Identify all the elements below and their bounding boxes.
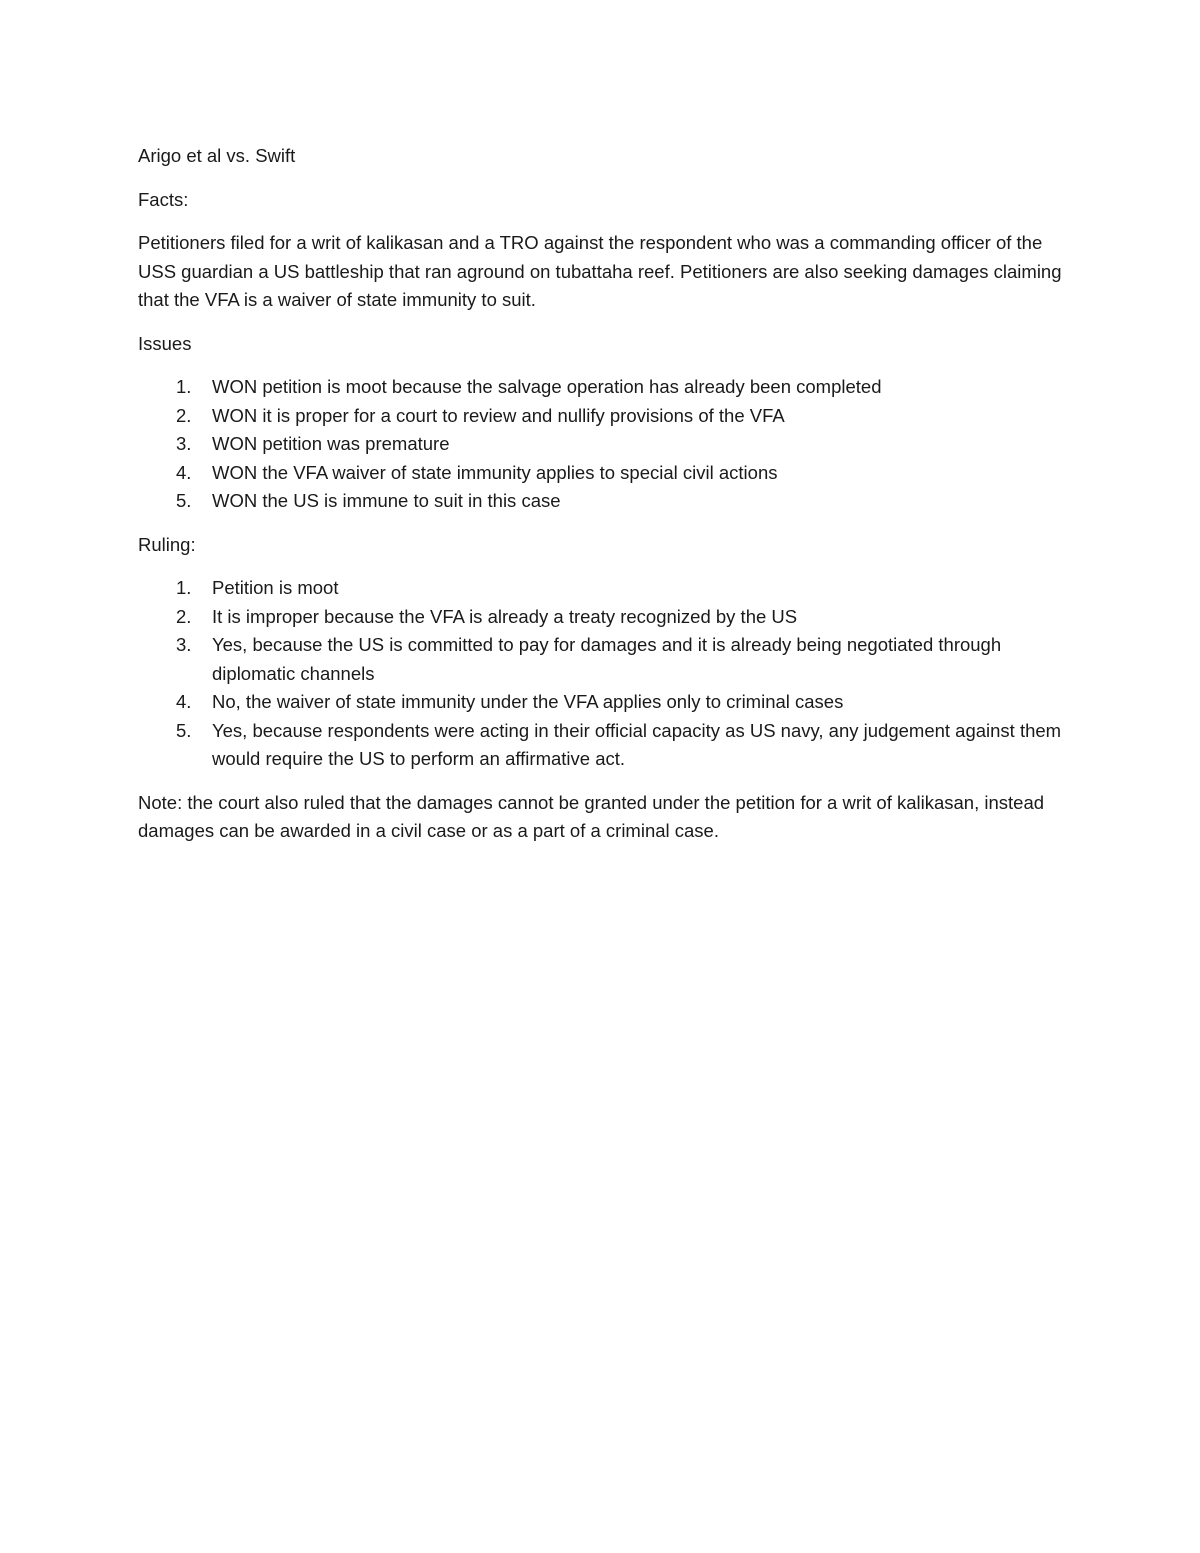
document-page [138, 142, 1068, 861]
list-number: 5. [176, 719, 192, 741]
list-item [138, 459, 1068, 488]
list-item [138, 688, 1068, 717]
list-number: 1. [176, 376, 192, 397]
document-title: Arigo et al vs. Swift [138, 145, 296, 166]
list-item [138, 402, 1068, 431]
list-item [138, 631, 1068, 688]
facts-heading: Facts: [138, 188, 189, 210]
list-text: No, the waiver of state immunity under the VFA applies only to criminal cases [212, 691, 844, 712]
list-number: 3. [176, 433, 192, 454]
list-text: WON petition is moot because the salvage operation has already been completed [212, 376, 882, 397]
list-text: It is improper because the VFA is already a treaty recognized by the US [212, 605, 798, 627]
list-item [138, 430, 1068, 459]
ruling-heading: Ruling: [138, 533, 196, 555]
list-number: 5. [176, 490, 192, 511]
list-item [138, 574, 1068, 603]
list-text: WON it is proper for a court to review and nullify provisions of the VFA [212, 404, 785, 426]
note-paragraph: Note: the court also ruled that the damages cannot be granted under the petition for a writ of kalikasan, instead damages can be awarded in a civil case or as a part of a criminal case. [138, 791, 1045, 841]
facts-paragraph: Petitioners filed for a writ of kalikasan and a TRO against the respondent who was a commanding officer of the USS guardian a US battleship that ran aground on tubattaha reef. Petitioners are also seeking damages claiming that the VFA is a waiver of state immunity to suit. [138, 232, 1062, 310]
list-number: 4. [176, 461, 192, 483]
list-text: WON the US is immune to suit in this case [212, 490, 561, 511]
list-number: 3. [176, 634, 192, 655]
ruling-list [138, 574, 1068, 774]
list-text: Yes, because the US is committed to pay for damages and it is already being negotiated through diplomatic channels [212, 634, 1002, 684]
list-text: Petition is moot [212, 577, 339, 598]
list-item [138, 373, 1068, 402]
list-number: 2. [176, 404, 192, 426]
list-item [138, 717, 1068, 774]
issues-heading: Issues [138, 332, 192, 354]
list-number: 2. [176, 605, 192, 627]
issues-list [138, 373, 1068, 516]
list-number: 4. [176, 691, 192, 712]
list-text: WON the VFA waiver of state immunity applies to special civil actions [212, 461, 778, 483]
list-text: Yes, because respondents were acting in their official capacity as US navy, any judgement against them would require the US to perform an affirmative act. [212, 719, 1062, 769]
list-text: WON petition was premature [212, 433, 450, 454]
list-item [138, 487, 1068, 516]
list-number: 1. [176, 577, 192, 598]
list-item [138, 603, 1068, 632]
